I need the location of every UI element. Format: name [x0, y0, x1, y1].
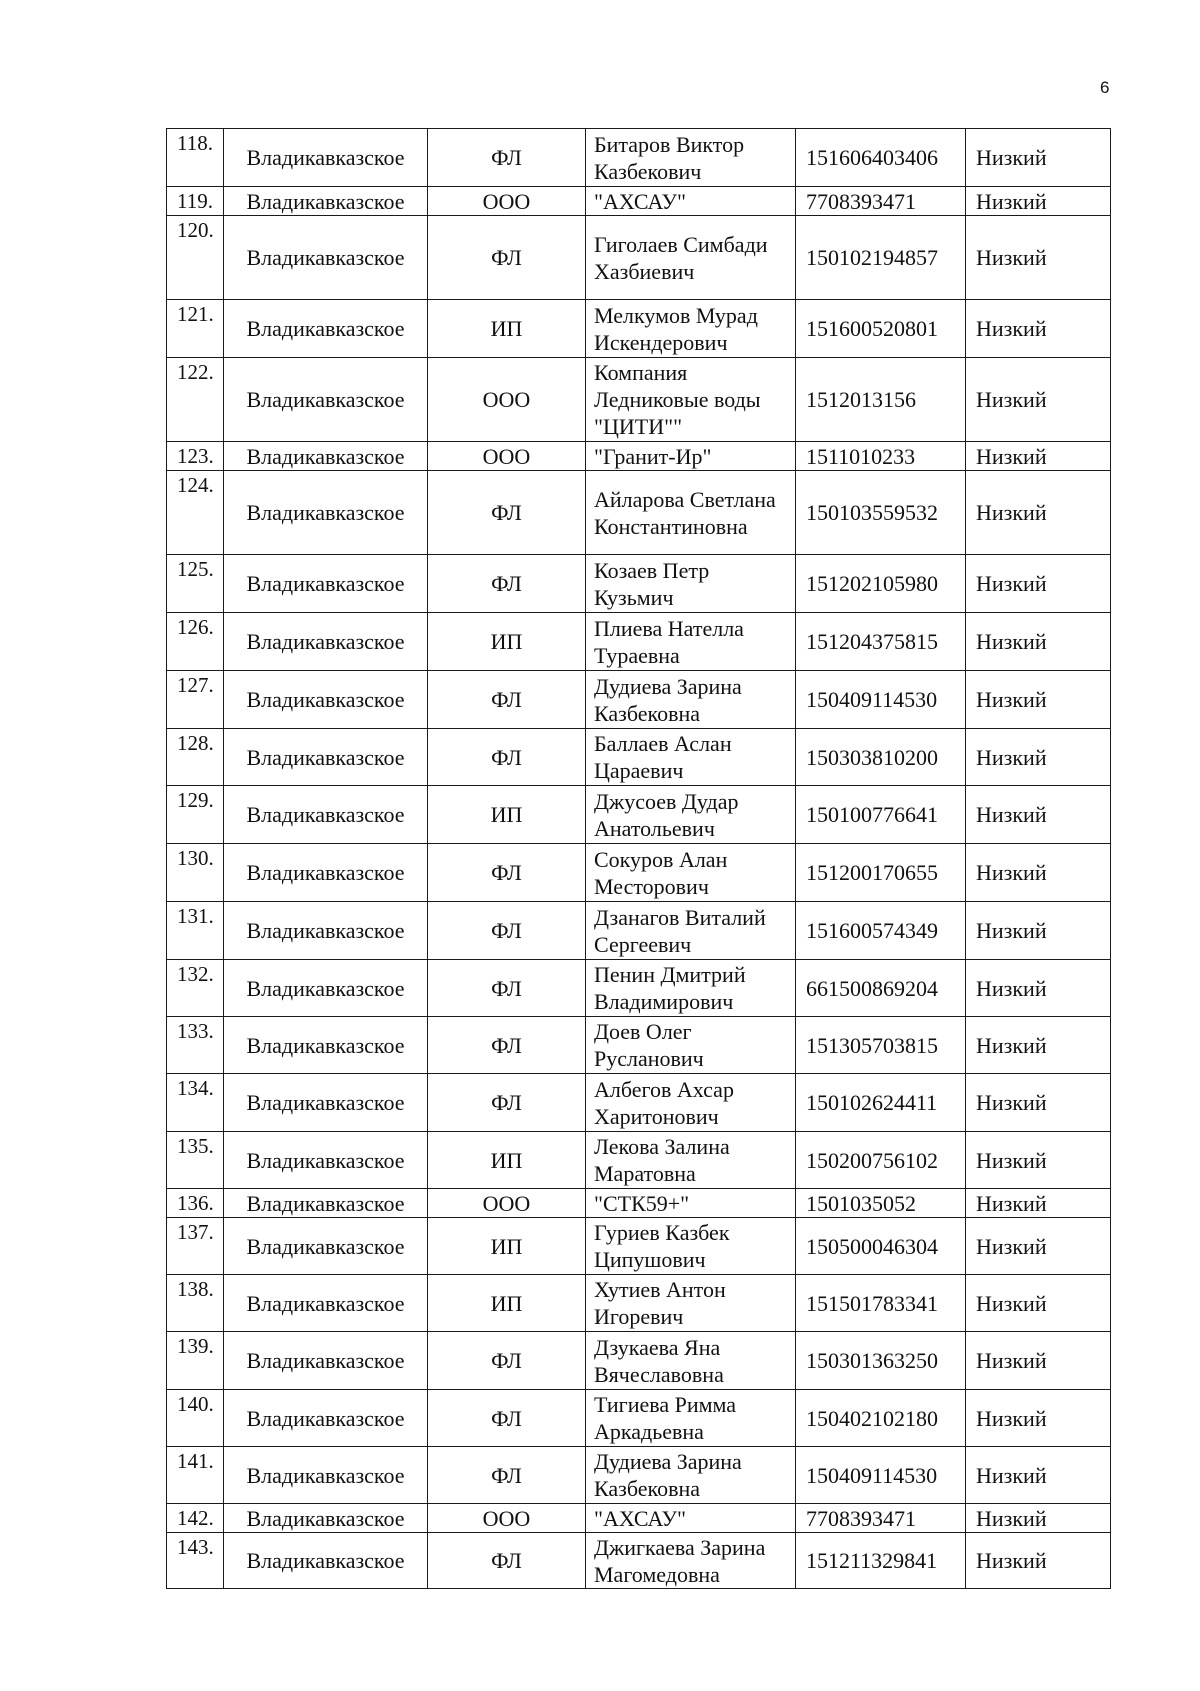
- entity-name-cell: "АХСАУ": [586, 1504, 796, 1533]
- row-number: 127.: [167, 671, 224, 729]
- district-cell: Владикавказское: [224, 300, 428, 358]
- entity-name-cell: Гуриев Казбек Ципушович: [586, 1218, 796, 1275]
- entity-type-cell: ООО: [428, 442, 586, 471]
- inn-cell: 7708393471: [796, 1504, 966, 1533]
- entity-name-cell: Баллаев Аслан Цараевич: [586, 729, 796, 786]
- entity-type-cell: ИП: [428, 300, 586, 358]
- entity-name-cell: Дзанагов Виталий Сергеевич: [586, 902, 796, 960]
- risk-level-cell: Низкий: [966, 1017, 1111, 1074]
- district-cell: Владикавказское: [224, 960, 428, 1017]
- inn-cell: 151211329841: [796, 1533, 966, 1589]
- row-number: 118.: [167, 129, 224, 187]
- inn-cell: 150200756102: [796, 1132, 966, 1189]
- table-row: [167, 471, 1111, 555]
- district-cell: Владикавказское: [224, 1332, 428, 1390]
- risk-level-cell: Низкий: [966, 442, 1111, 471]
- inn-cell: 661500869204: [796, 960, 966, 1017]
- risk-level-cell: Низкий: [966, 1275, 1111, 1332]
- entity-type-cell: ООО: [428, 358, 586, 442]
- table-row: [167, 729, 1111, 786]
- risk-level-cell: Низкий: [966, 1189, 1111, 1218]
- district-cell: Владикавказское: [224, 844, 428, 902]
- inn-cell: 150303810200: [796, 729, 966, 786]
- table-row: [167, 786, 1111, 844]
- district-cell: Владикавказское: [224, 1074, 428, 1132]
- entity-name-cell: Козаев Петр Кузьмич: [586, 555, 796, 613]
- table-row: [167, 1390, 1111, 1447]
- row-number: 140.: [167, 1390, 224, 1447]
- table-row: [167, 1074, 1111, 1132]
- risk-level-cell: Низкий: [966, 902, 1111, 960]
- district-cell: Владикавказское: [224, 729, 428, 786]
- entity-name-cell: Хутиев Антон Игоревич: [586, 1275, 796, 1332]
- inn-cell: 1501035052: [796, 1189, 966, 1218]
- entity-name-cell: Плиева Нателла Тураевна: [586, 613, 796, 671]
- entity-type-cell: ФЛ: [428, 471, 586, 555]
- inn-cell: 150409114530: [796, 1447, 966, 1504]
- entity-name-cell: "АХСАУ": [586, 187, 796, 216]
- entity-name-cell: Сокуров Алан Месторович: [586, 844, 796, 902]
- risk-level-cell: Низкий: [966, 1390, 1111, 1447]
- table-row: [167, 844, 1111, 902]
- inn-cell: 151202105980: [796, 555, 966, 613]
- entity-name-cell: Дзукаева Яна Вячеславовна: [586, 1332, 796, 1390]
- entity-type-cell: ИП: [428, 613, 586, 671]
- table-row: [167, 613, 1111, 671]
- entity-type-cell: ФЛ: [428, 1074, 586, 1132]
- district-cell: Владикавказское: [224, 1017, 428, 1074]
- entity-type-cell: ФЛ: [428, 729, 586, 786]
- district-cell: Владикавказское: [224, 358, 428, 442]
- district-cell: Владикавказское: [224, 1218, 428, 1275]
- table-row: [167, 555, 1111, 613]
- table-row: [167, 1504, 1111, 1533]
- table-row: [167, 671, 1111, 729]
- row-number: 136.: [167, 1189, 224, 1218]
- row-number: 141.: [167, 1447, 224, 1504]
- entity-name-cell: Лекова Залина Маратовна: [586, 1132, 796, 1189]
- row-number: 142.: [167, 1504, 224, 1533]
- risk-level-cell: Низкий: [966, 729, 1111, 786]
- entity-type-cell: ФЛ: [428, 555, 586, 613]
- risk-level-cell: Низкий: [966, 1132, 1111, 1189]
- risk-level-cell: Низкий: [966, 358, 1111, 442]
- inn-cell: 151200170655: [796, 844, 966, 902]
- table-row: [167, 1275, 1111, 1332]
- inn-cell: 150500046304: [796, 1218, 966, 1275]
- risk-level-cell: Низкий: [966, 1074, 1111, 1132]
- risk-level-cell: Низкий: [966, 613, 1111, 671]
- row-number: 133.: [167, 1017, 224, 1074]
- entity-name-cell: "СТК59+": [586, 1189, 796, 1218]
- district-cell: Владикавказское: [224, 902, 428, 960]
- risk-level-cell: Низкий: [966, 844, 1111, 902]
- table-row: [167, 1218, 1111, 1275]
- table-row: [167, 1332, 1111, 1390]
- inn-cell: 7708393471: [796, 187, 966, 216]
- inn-cell: 150103559532: [796, 471, 966, 555]
- registry-table-body: [167, 129, 1111, 1589]
- risk-level-cell: Низкий: [966, 216, 1111, 300]
- district-cell: Владикавказское: [224, 442, 428, 471]
- entity-type-cell: ФЛ: [428, 960, 586, 1017]
- risk-level-cell: Низкий: [966, 129, 1111, 187]
- risk-level-cell: Низкий: [966, 671, 1111, 729]
- risk-level-cell: Низкий: [966, 1504, 1111, 1533]
- table-row: [167, 902, 1111, 960]
- row-number: 125.: [167, 555, 224, 613]
- table-row: [167, 1017, 1111, 1074]
- entity-type-cell: ИП: [428, 1218, 586, 1275]
- row-number: 135.: [167, 1132, 224, 1189]
- district-cell: Владикавказское: [224, 671, 428, 729]
- inn-cell: 150409114530: [796, 671, 966, 729]
- entity-name-cell: Доев Олег Русланович: [586, 1017, 796, 1074]
- risk-level-cell: Низкий: [966, 1332, 1111, 1390]
- risk-level-cell: Низкий: [966, 960, 1111, 1017]
- page-number: 6: [1100, 78, 1110, 97]
- district-cell: Владикавказское: [224, 1533, 428, 1589]
- inn-cell: 151204375815: [796, 613, 966, 671]
- inn-cell: 151606403406: [796, 129, 966, 187]
- entity-type-cell: ФЛ: [428, 1533, 586, 1589]
- inn-cell: 150102194857: [796, 216, 966, 300]
- inn-cell: 150100776641: [796, 786, 966, 844]
- district-cell: Владикавказское: [224, 613, 428, 671]
- district-cell: Владикавказское: [224, 129, 428, 187]
- entity-type-cell: ФЛ: [428, 216, 586, 300]
- table-row: [167, 1132, 1111, 1189]
- row-number: 122.: [167, 358, 224, 442]
- risk-level-cell: Низкий: [966, 1533, 1111, 1589]
- registry-table: [166, 128, 1111, 1589]
- entity-type-cell: ООО: [428, 1504, 586, 1533]
- row-number: 119.: [167, 187, 224, 216]
- inn-cell: 151501783341: [796, 1275, 966, 1332]
- risk-level-cell: Низкий: [966, 786, 1111, 844]
- table-row: [167, 1189, 1111, 1218]
- entity-name-cell: Тигиева Римма Аркадьевна: [586, 1390, 796, 1447]
- table-row: [167, 129, 1111, 187]
- entity-type-cell: ФЛ: [428, 1332, 586, 1390]
- district-cell: Владикавказское: [224, 786, 428, 844]
- entity-type-cell: ИП: [428, 1275, 586, 1332]
- inn-cell: 150301363250: [796, 1332, 966, 1390]
- inn-cell: 1511010233: [796, 442, 966, 471]
- district-cell: Владикавказское: [224, 1390, 428, 1447]
- row-number: 137.: [167, 1218, 224, 1275]
- district-cell: Владикавказское: [224, 555, 428, 613]
- entity-type-cell: ФЛ: [428, 844, 586, 902]
- row-number: 129.: [167, 786, 224, 844]
- district-cell: Владикавказское: [224, 1447, 428, 1504]
- entity-name-cell: Джигкаева Зарина Магомедовна: [586, 1533, 796, 1589]
- table-row: [167, 1447, 1111, 1504]
- risk-level-cell: Низкий: [966, 1447, 1111, 1504]
- district-cell: Владикавказское: [224, 1132, 428, 1189]
- district-cell: Владикавказское: [224, 1504, 428, 1533]
- entity-type-cell: ФЛ: [428, 1390, 586, 1447]
- entity-name-cell: Айларова Светлана Константиновна: [586, 471, 796, 555]
- risk-level-cell: Низкий: [966, 1218, 1111, 1275]
- inn-cell: 151600574349: [796, 902, 966, 960]
- risk-level-cell: Низкий: [966, 187, 1111, 216]
- risk-level-cell: Низкий: [966, 555, 1111, 613]
- row-number: 120.: [167, 216, 224, 300]
- entity-type-cell: ФЛ: [428, 129, 586, 187]
- inn-cell: 151305703815: [796, 1017, 966, 1074]
- entity-name-cell: "Гранит-Ир": [586, 442, 796, 471]
- entity-type-cell: ФЛ: [428, 1017, 586, 1074]
- entity-name-cell: Дудиева Зарина Казбековна: [586, 671, 796, 729]
- entity-name-cell: Албегов Ахсар Харитонович: [586, 1074, 796, 1132]
- entity-type-cell: ООО: [428, 1189, 586, 1218]
- table-row: [167, 216, 1111, 300]
- entity-name-cell: Битаров Виктор Казбекович: [586, 129, 796, 187]
- row-number: 138.: [167, 1275, 224, 1332]
- inn-cell: 151600520801: [796, 300, 966, 358]
- table-row: [167, 358, 1111, 442]
- inn-cell: 150402102180: [796, 1390, 966, 1447]
- entity-name-cell: Гиголаев Симбади Хазбиевич: [586, 216, 796, 300]
- entity-type-cell: ФЛ: [428, 671, 586, 729]
- entity-type-cell: ФЛ: [428, 1447, 586, 1504]
- entity-type-cell: ФЛ: [428, 902, 586, 960]
- entity-name-cell: Мелкумов Мурад Искендерович: [586, 300, 796, 358]
- entity-name-cell: Пенин Дмитрий Владимирович: [586, 960, 796, 1017]
- table-row: [167, 442, 1111, 471]
- row-number: 132.: [167, 960, 224, 1017]
- table-row: [167, 1533, 1111, 1589]
- inn-cell: 1512013156: [796, 358, 966, 442]
- table-row: [167, 960, 1111, 1017]
- inn-cell: 150102624411: [796, 1074, 966, 1132]
- table-row: [167, 300, 1111, 358]
- row-number: 124.: [167, 471, 224, 555]
- entity-type-cell: ИП: [428, 786, 586, 844]
- row-number: 131.: [167, 902, 224, 960]
- risk-level-cell: Низкий: [966, 471, 1111, 555]
- row-number: 134.: [167, 1074, 224, 1132]
- entity-type-cell: ООО: [428, 187, 586, 216]
- row-number: 121.: [167, 300, 224, 358]
- entity-name-cell: Дудиева Зарина Казбековна: [586, 1447, 796, 1504]
- district-cell: Владикавказское: [224, 187, 428, 216]
- risk-level-cell: Низкий: [966, 300, 1111, 358]
- row-number: 139.: [167, 1332, 224, 1390]
- row-number: 128.: [167, 729, 224, 786]
- entity-name-cell: Компания Ледниковые воды "ЦИТИ"": [586, 358, 796, 442]
- row-number: 130.: [167, 844, 224, 902]
- district-cell: Владикавказское: [224, 471, 428, 555]
- table-row: [167, 187, 1111, 216]
- entity-type-cell: ИП: [428, 1132, 586, 1189]
- district-cell: Владикавказское: [224, 1189, 428, 1218]
- row-number: 126.: [167, 613, 224, 671]
- row-number: 143.: [167, 1533, 224, 1589]
- entity-name-cell: Джусоев Дудар Анатольевич: [586, 786, 796, 844]
- district-cell: Владикавказское: [224, 216, 428, 300]
- row-number: 123.: [167, 442, 224, 471]
- district-cell: Владикавказское: [224, 1275, 428, 1332]
